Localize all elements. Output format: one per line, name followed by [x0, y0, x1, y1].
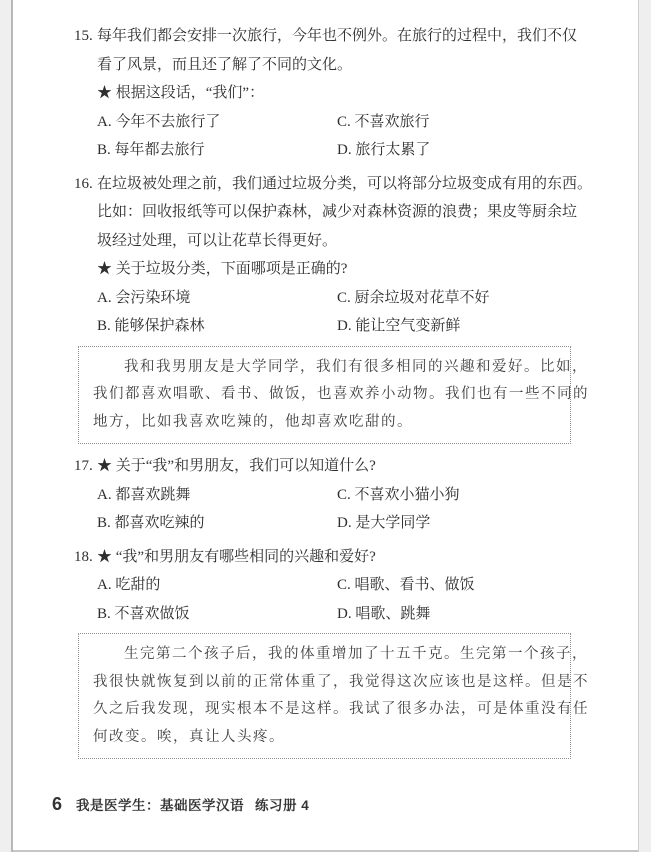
- book-title: 我是医学生：基础医学汉语: [76, 798, 245, 813]
- reading-passage-box-1: [78, 346, 589, 445]
- question-15-option-c: C. 不喜欢旅行: [337, 113, 430, 130]
- question-18-option-d: D. 唱歌、跳舞: [337, 605, 431, 622]
- passage-1-line-2: 我们都喜欢唱歌、看书、做饭，也喜欢养小动物。我们也有一些不同的: [93, 386, 589, 402]
- question-16-passage-line-1: 在垃圾被处理之前，我们通过垃圾分类，可以将部分垃圾变成有用的东西。: [97, 175, 593, 192]
- question-15-line-1: [74, 22, 589, 51]
- workbook-page-content: [13, 0, 639, 767]
- page-left-edge: [0, 0, 13, 852]
- question-15: [74, 22, 589, 165]
- question-15-option-b: B. 每年都去旅行: [97, 142, 205, 158]
- passage-1-line-3: 地方，比如我喜欢吃辣的，他却喜欢吃甜的。: [93, 413, 413, 430]
- passage-2-line-4: 何改变。唉，真让人头疼。: [93, 728, 285, 745]
- question-15-options-row-2: [97, 136, 589, 165]
- question-18-option-b: B. 不喜欢做饭: [97, 605, 190, 622]
- question-16-line-1: [74, 170, 593, 199]
- question-15-stem: ★ 根据这段话，“我们”：: [97, 85, 265, 101]
- question-16-option-d: D. 能让空气变新鲜: [337, 318, 461, 334]
- question-17-line-1: [74, 452, 589, 481]
- reading-passage-box-2: [78, 633, 589, 759]
- question-15-options-row-1: [97, 108, 589, 137]
- question-18: [74, 543, 589, 629]
- question-15-passage-line-1: 每年我们都会安排一次旅行，今年也不例外。在旅行的过程中，我们不仅: [97, 28, 578, 44]
- question-16-passage-line-3: 圾经过处理，可以让花草长得更好。: [97, 232, 338, 249]
- question-18-options-row-1: [97, 571, 589, 600]
- question-16-option-b: B. 能够保护森林: [97, 318, 205, 334]
- question-16-passage-line-2: 比如：回收报纸等可以保护森林，减少对森林资源的浪费；果皮等厨余垃: [97, 204, 578, 220]
- question-18-number: 18.: [74, 548, 93, 565]
- question-16-options-row-1: [97, 284, 589, 313]
- book-volume: 练习册 4: [255, 798, 310, 813]
- passage-1-line-1: 我和我男朋友是大学同学，我们有很多相同的兴趣和爱好。比如，: [124, 358, 588, 375]
- question-18-stem: ★ “我”和男朋友有哪些相同的兴趣和爱好?: [97, 548, 376, 565]
- question-18-options-row-2: [97, 600, 589, 629]
- question-17-number: 17.: [74, 458, 93, 474]
- question-15-number: 15.: [74, 28, 93, 44]
- question-18-line-1: [74, 543, 589, 572]
- question-16-option-c: C. 厨余垃圾对花草不好: [337, 289, 490, 306]
- question-15-passage-line-2: 看了风景，而且还了解了不同的文化。: [97, 56, 353, 73]
- question-16: [74, 170, 593, 341]
- page-right-edge: [638, 0, 651, 852]
- passage-2-line-3: 久之后我发现，现实根本不是这样。我试了很多办法，可是体重没有任: [93, 701, 589, 717]
- question-16-option-a: A. 会污染环境: [97, 289, 191, 306]
- question-16-options-row-2: [97, 312, 589, 341]
- question-17-options-row-1: [97, 481, 589, 510]
- question-18-option-a: A. 吃甜的: [97, 577, 161, 593]
- question-17-option-c: C. 不喜欢小猫小狗: [337, 486, 460, 503]
- question-18-option-c: C. 唱歌、看书、做饭: [337, 577, 475, 593]
- question-17-stem: ★ 关于“我”和男朋友，我们可以知道什么?: [97, 458, 376, 474]
- passage-2-line-2: 我很快就恢复到以前的正常体重了，我觉得这次应该也是这样。但是不: [93, 673, 589, 690]
- question-16-number: 16.: [74, 175, 93, 192]
- question-17-option-a: A. 都喜欢跳舞: [97, 486, 191, 503]
- question-17: [74, 452, 589, 538]
- page-footer: [52, 794, 309, 815]
- question-17-option-b: B. 都喜欢吃辣的: [97, 515, 205, 531]
- question-16-stem: ★ 关于垃圾分类，下面哪项是正确的?: [97, 261, 348, 277]
- question-17-options-row-2: [97, 509, 589, 538]
- question-17-option-d: D. 是大学同学: [337, 515, 431, 531]
- question-15-option-d: D. 旅行太累了: [337, 142, 431, 158]
- page-number: 6: [52, 794, 63, 814]
- passage-2-line-1: 生完第二个孩子后，我的体重增加了十五千克。生完第一个孩子，: [124, 646, 588, 662]
- question-15-option-a: A. 今年不去旅行了: [97, 113, 221, 130]
